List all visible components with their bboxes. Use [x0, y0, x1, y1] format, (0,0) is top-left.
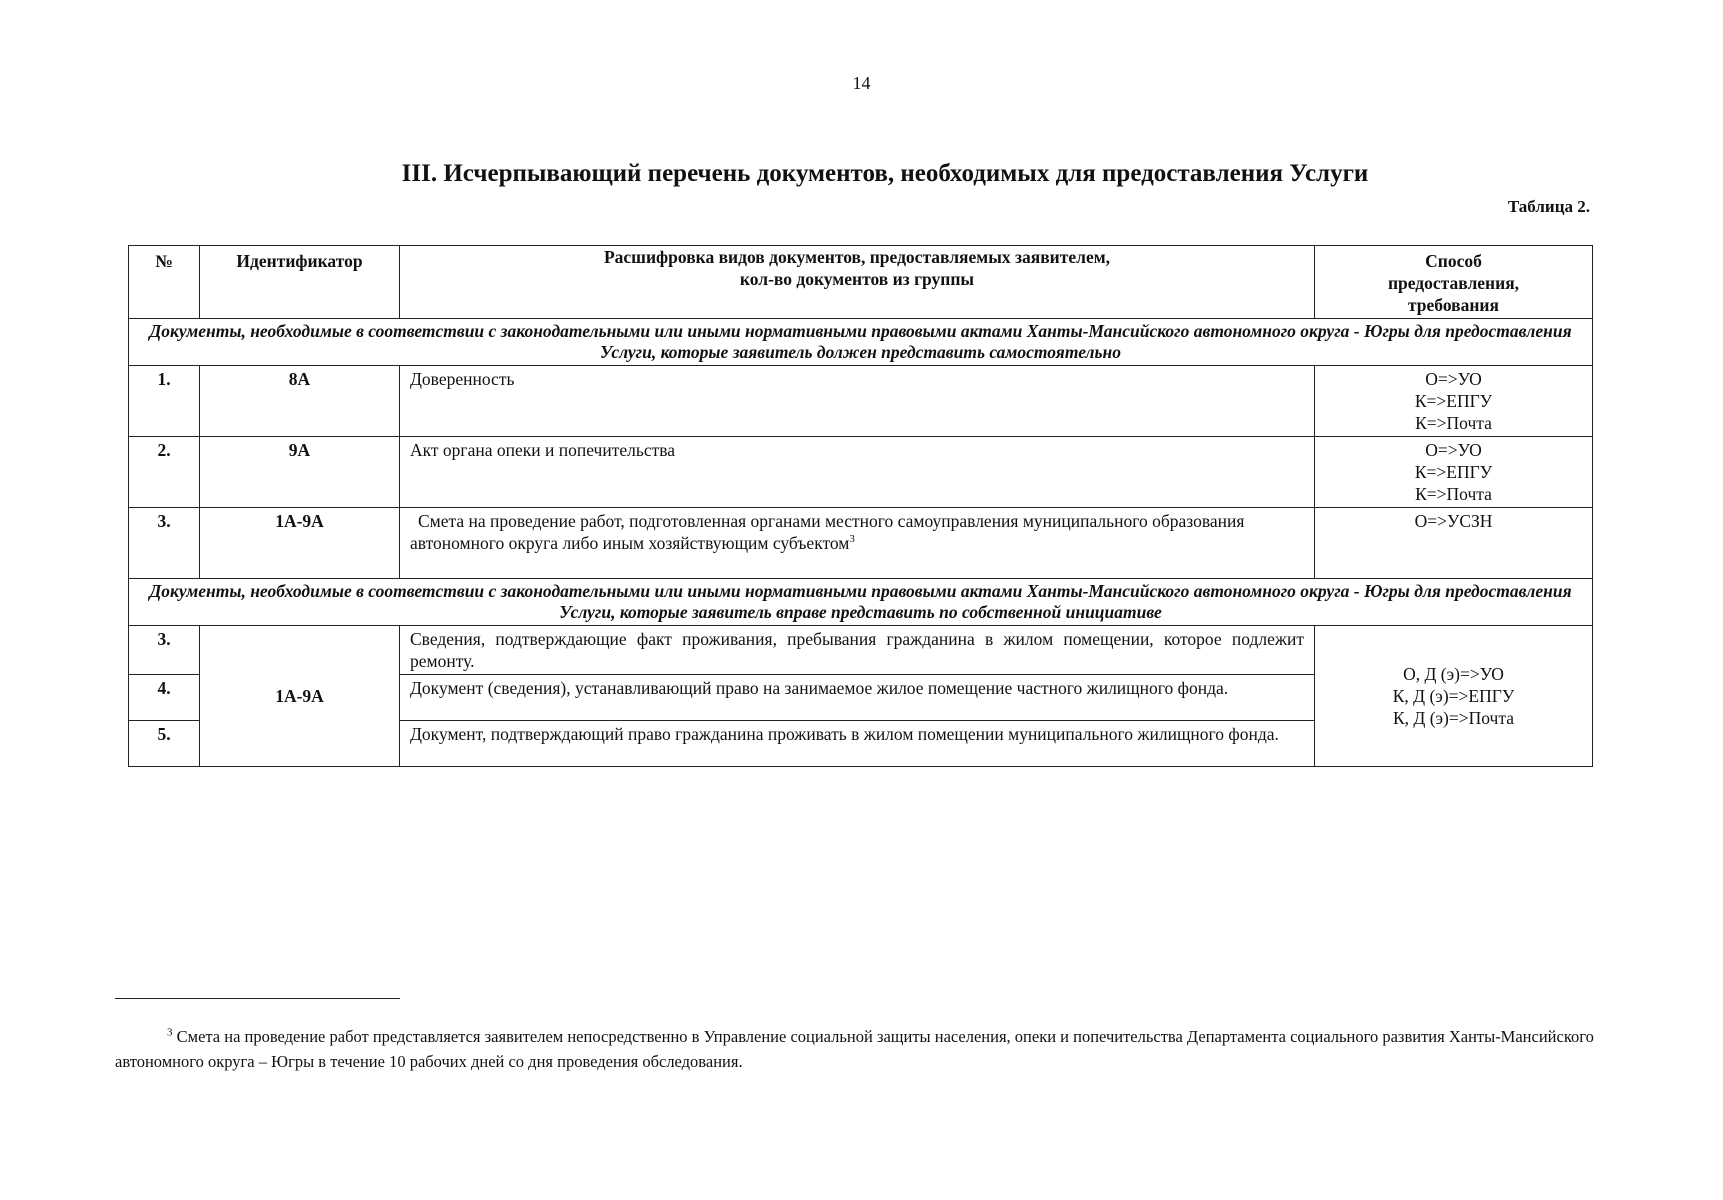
row-num: 4. [129, 675, 200, 721]
row-description: Акт органа опеки и попечительства [400, 437, 1315, 508]
row-method-line: К=>Почта [1415, 484, 1492, 504]
group2-method-line: О, Д (э)=>УО [1403, 664, 1504, 684]
footnote-reference: 3 [849, 533, 855, 546]
row-description [400, 508, 1315, 579]
row-method [1315, 437, 1593, 508]
table-header-row [129, 246, 1593, 319]
row-identifier: 1А-9А [200, 508, 400, 579]
row-identifier: 9А [200, 437, 400, 508]
row-num: 1. [129, 366, 200, 437]
page-number: 14 [852, 73, 871, 93]
header-method-line3: требования [1408, 295, 1499, 315]
header-method [1315, 246, 1593, 319]
row-method-line: О=>УСЗН [1414, 511, 1493, 531]
header-description-line1: Расшифровка видов документов, предоставляемых заявителем, [603, 247, 1111, 267]
footnote-marker: 3 [167, 1026, 173, 1039]
row-method [1315, 366, 1593, 437]
row-num: 5. [129, 721, 200, 767]
footnote-divider [115, 998, 400, 999]
header-method-line1: Способ [1425, 251, 1482, 271]
row-description: Доверенность [400, 366, 1315, 437]
table-row [129, 366, 1593, 437]
header-identifier: Идентификатор [200, 246, 400, 319]
group2-header-row [129, 579, 1593, 626]
row-num: 3. [129, 508, 200, 579]
row-description: Сведения, подтверждающие факт проживания, пребывания гражданина в жилом помещении, которое подлежит ремонту. [400, 626, 1315, 675]
row-identifier: 8А [200, 366, 400, 437]
table-row [129, 626, 1593, 675]
row-description: Документ (сведения), устанавливающий право на занимаемое жилое помещение частного жилищного фонда. [400, 675, 1315, 721]
header-num: № [129, 246, 200, 319]
header-description-line2: кол-во документов из группы [739, 269, 975, 289]
group1-header-row [129, 319, 1593, 366]
header-method-line2: предоставления, [1387, 273, 1520, 293]
row-num: 3. [129, 626, 200, 675]
documents-table [128, 245, 1593, 767]
table-caption: Таблица 2. [1507, 197, 1590, 216]
row-method-line: К=>ЕПГУ [1414, 462, 1493, 482]
group2-method [1315, 626, 1593, 767]
header-description [400, 246, 1315, 319]
section-title: III. Исчерпывающий перечень документов, необходимых для предоставления Услуги [401, 160, 1369, 187]
group2-identifier: 1А-9А [200, 626, 400, 767]
row-method-line: О=>УО [1425, 369, 1482, 389]
footnote [115, 1024, 1660, 1074]
group1-title: Документы, необходимые в соответствии с законодательными или иными нормативными правовыми актами Ханты-Мансийского автономного округа - Югры для предоставления Услуги, которые заявитель должен представить самостоятельно [129, 319, 1593, 366]
group2-title: Документы, необходимые в соответствии с законодательными или иными нормативными правовыми актами Ханты-Мансийского автономного округа - Югры для предоставления Услуги, которые заявитель вправе представить по собственной инициативе [129, 579, 1593, 626]
row-method-line: О=>УО [1425, 440, 1482, 460]
group2-method-line: К, Д (э)=>ЕПГУ [1392, 686, 1515, 706]
table-row [129, 508, 1593, 579]
group2-method-line: К, Д (э)=>Почта [1392, 708, 1514, 728]
row-description-text: Смета на проведение работ, подготовленная органами местного самоуправления муниципального образования автономного округа либо иным хозяйствующим субъектом [410, 511, 1245, 553]
row-method-line: К=>ЕПГУ [1414, 391, 1493, 411]
row-method [1315, 508, 1593, 579]
row-num: 2. [129, 437, 200, 508]
table-row [129, 437, 1593, 508]
row-method-line: К=>Почта [1415, 413, 1492, 433]
footnote-text: Смета на проведение работ представляется заявителем непосредственно в Управление социальной защиты населения, опеки и попечительства Департамента социального развития Ханты-Мансийского автономного округа – Югры в течение 10 рабочих дней со дня проведения обследования. [115, 1027, 1594, 1071]
row-description: Документ, подтверждающий право гражданина проживать в жилом помещении муниципального жилищного фонда. [400, 721, 1315, 767]
